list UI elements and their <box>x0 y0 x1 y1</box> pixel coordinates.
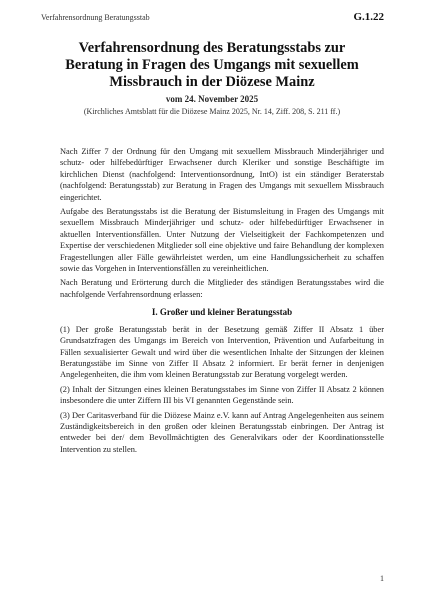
intro-paragraph-3: Nach Beratung und Erörterung durch die Mitglieder des ständigen Beratungsstabes wird die nachfolgende Verfahrensordnung erlassen: <box>60 278 384 299</box>
section-heading: I. Großer und kleiner Beratungsstab <box>151 307 293 318</box>
title-block <box>40 40 384 116</box>
document-body <box>60 146 384 458</box>
section-paragraph-3: (3) Der Caritasverband für die Diözese Mainz e.V. kann auf Antrag Angelegenheiten aus seinem Zuständigkeitsbereich in den großen oder kleinen Beratungsstab einbringen. Der Antrag ist entweder bei der/ dem Bevollmächtigten des Generalvikars oder der Koordinationsstelle Intervention zu stellen. <box>60 410 384 454</box>
intro-paragraph-2: Aufgabe des Beratungsstabs ist die Beratung der Bistumsleitung in Fragen des Umgangs mit sexuellem Missbrauch Minderjähriger und schutz- oder hilfebedürftiger Erwachsener in aktuellen Interventionsfällen. Unter Nutzung der Vielseitigkeit der Fachkompetenzen und Expertise der verschiedenen Mitglieder soll eine objektive und faire Behandlung der komplexen Fragestellungen aller Fälle gewährleistet werden, um eine Handlungssicherheit zu schaffen sowie das Vorgehen in Interventionsfällen zu vereinheitlichen. <box>60 207 384 274</box>
document-date: vom 24. November 2025 <box>165 94 259 104</box>
document-title-line-2: Beratung in Fragen des Umgangs mit sexuellem <box>65 57 359 73</box>
page-number: 1 <box>380 574 384 583</box>
section-paragraph-2: (2) Inhalt der Sitzungen eines kleinen Beratungsstabes im Sinne von Ziffer II Absatz 2 können insbesondere die unter Ziffern III bis VI genannten Gegenstände sein. <box>60 384 384 406</box>
section-paragraph-1: (1) Der große Beratungsstab berät in der Besetzung gemäß Ziffer II Absatz 1 über Grundsatzfragen des Umgangs im Bereich von Intervention, Prävention und Aufarbeitung in Fällen sexualisierter Gewalt und wird über die wesentlichen Inhalte der Sitzungen der kleinen Beratungsstäbe im Sinne von Ziffer II Absatz 2 informiert. Er berät ferner in denjenigen Angelegenheiten, die ihm vom kleinen Beratungsstab zur Beratung vorgelegt werden. <box>60 324 384 380</box>
running-header-title: Verfahrensordnung Beratungsstab <box>41 13 150 22</box>
document-source: (Kirchliches Amtsblatt für die Diözese Mainz 2025, Nr. 14, Ziff. 208, S. 211 ff.) <box>83 107 341 116</box>
intro-paragraph-1: Nach Ziffer 7 der Ordnung für den Umgang mit sexuellem Missbrauch Minderjähriger und schutz- oder hilfebedürftiger Erwachsener durch Kleriker und sonstige Beschäftigte im kirchlichen Dienst (nachfolgend: Interventionsordnung, IntO) ist ein ständiger Beraterstab (nachfolgend: Beratungsstab) zur Beratung in Fragen des Umgangs mit sexuellem Missbrauch eingerichtet. <box>60 147 384 202</box>
document-title-line-3: Missbrauch in der Diözese Mainz <box>109 74 315 90</box>
document-title-line-1: Verfahrensordnung des Beratungsstabs zur <box>78 40 346 56</box>
document-code: G.1.22 <box>353 11 384 23</box>
